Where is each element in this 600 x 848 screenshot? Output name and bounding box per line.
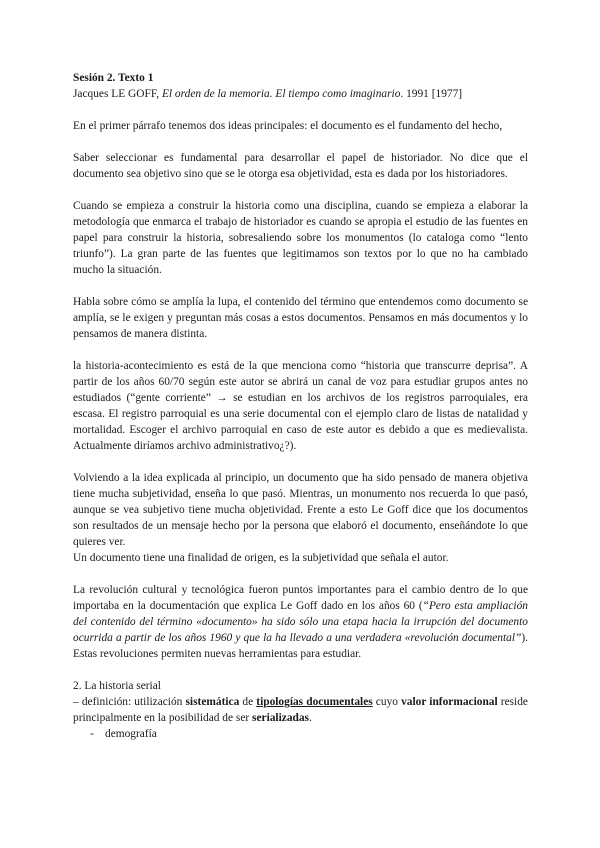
paragraph-8-end: ). Estas revoluciones permiten nuevas herramientas para estudiar.: [73, 632, 528, 660]
definition-bold-sistematica: sistemática: [185, 696, 240, 708]
paragraph-5: la historia-acontecimiento es está de la que menciona como “historia que transcurre deprisa”. A partir de los años 60/70 según este autor se abrirá un canal de voz para estudiar grupos antes no estudiados (“gente corriente” → se estudian en los archivos de los registros parroquiales, era escasa. El registro parroquial es una serie documental con el ejemplo claro de listas de natalidad y mortalidad. Escoger el archivo parroquial en caso de este autor es debido a que es medievalista. Actualmente diríamos archivo administrativo¿?).: [73, 360, 528, 452]
definition-text-5: .: [308, 712, 312, 724]
citation-author: Jacques LE GOFF,: [73, 88, 160, 100]
definition-text-3: cuyo: [372, 696, 402, 708]
list-item: [73, 726, 528, 742]
definition-bold-tipologias: tipologías documentales: [256, 696, 373, 708]
definition-text-2: de: [239, 696, 257, 708]
paragraph-4: Habla sobre cómo se amplía la lupa, el contenido del término que entendemos como documento se amplía, se le exigen y preguntan más cosas a estos documentos. Pensamos en más documentos y lo pensamos de manera distinta.: [73, 296, 528, 340]
paragraph-8-quote: “Pero esta ampliación del contenido del término «documento» ha sido sólo una etapa hacia la irrupción del documento ocurrida a partir de los años 1960 y que la ha llevado a una verdadera «revolución documental”: [73, 600, 528, 644]
section-2-heading: 2. La historia serial: [73, 680, 161, 692]
paragraph-8-start: La revolución cultural y tecnológica fueron puntos importantes para el cambio dentro de lo que importaba en la documentación que explica Le Goff dado en los años 60 (: [73, 584, 528, 612]
paragraph-2: Saber seleccionar es fundamental para desarrollar el papel de historiador. No dice que el documento sea objetivo sino que se le otorga esa objetividad, esta es dada por los historiadores.: [73, 152, 528, 180]
definition-bold-valor: valor informacional: [401, 696, 498, 708]
definition-bold-serializadas: serializadas: [252, 712, 309, 724]
list-item-demografia: demografía: [105, 728, 157, 740]
session-title: Sesión 2. Texto 1: [73, 72, 154, 84]
paragraph-7: Un documento tiene una finalidad de origen, es la subjetividad que señala el autor.: [73, 552, 449, 564]
definition-text-4: reside principalmente en la posibilidad de ser: [73, 696, 528, 724]
citation-work: El orden de la memoria. El tiempo como imaginario: [161, 88, 401, 100]
document-page: [73, 70, 528, 742]
paragraph-3: Cuando se empieza a construir la historia como una disciplina, cuando se empieza a elaborar la metodología que enmarca el trabajo de historiador es cuando se apropia el estudio de las fuentes en papel para construir la historia, sobresaliendo sobre los monumentos (lo cataloga como “lento triunfo”). La gran parte de las fuentes que legitimamos son textos por lo que no ha cambiado mucho la situación.: [73, 200, 528, 276]
citation: [73, 86, 528, 102]
paragraph-1: En el primer párrafo tenemos dos ideas principales: el documento es el fundamento del hecho,: [73, 120, 503, 132]
citation-year: . 1991 [1977]: [400, 88, 463, 100]
paragraph-8: [73, 582, 528, 662]
paragraph-6: Volviendo a la idea explicada al principio, un documento que ha sido pensado de manera objetiva tiene mucha subjetividad, enseña lo que pasó. Mientras, un monumento nos recuerda lo que pasó, aunque se vea subjetivo tiene mucha objetividad. Frente a esto Le Goff dice que los documentos son resultados de un mensaje hecho por la persona que elaboró el documento, enseñándote lo que quieres ver.: [73, 472, 528, 548]
section-2-definition: [73, 694, 528, 726]
definition-text-1: – definición: utilización: [73, 696, 186, 708]
list-dash: -: [90, 728, 94, 740]
